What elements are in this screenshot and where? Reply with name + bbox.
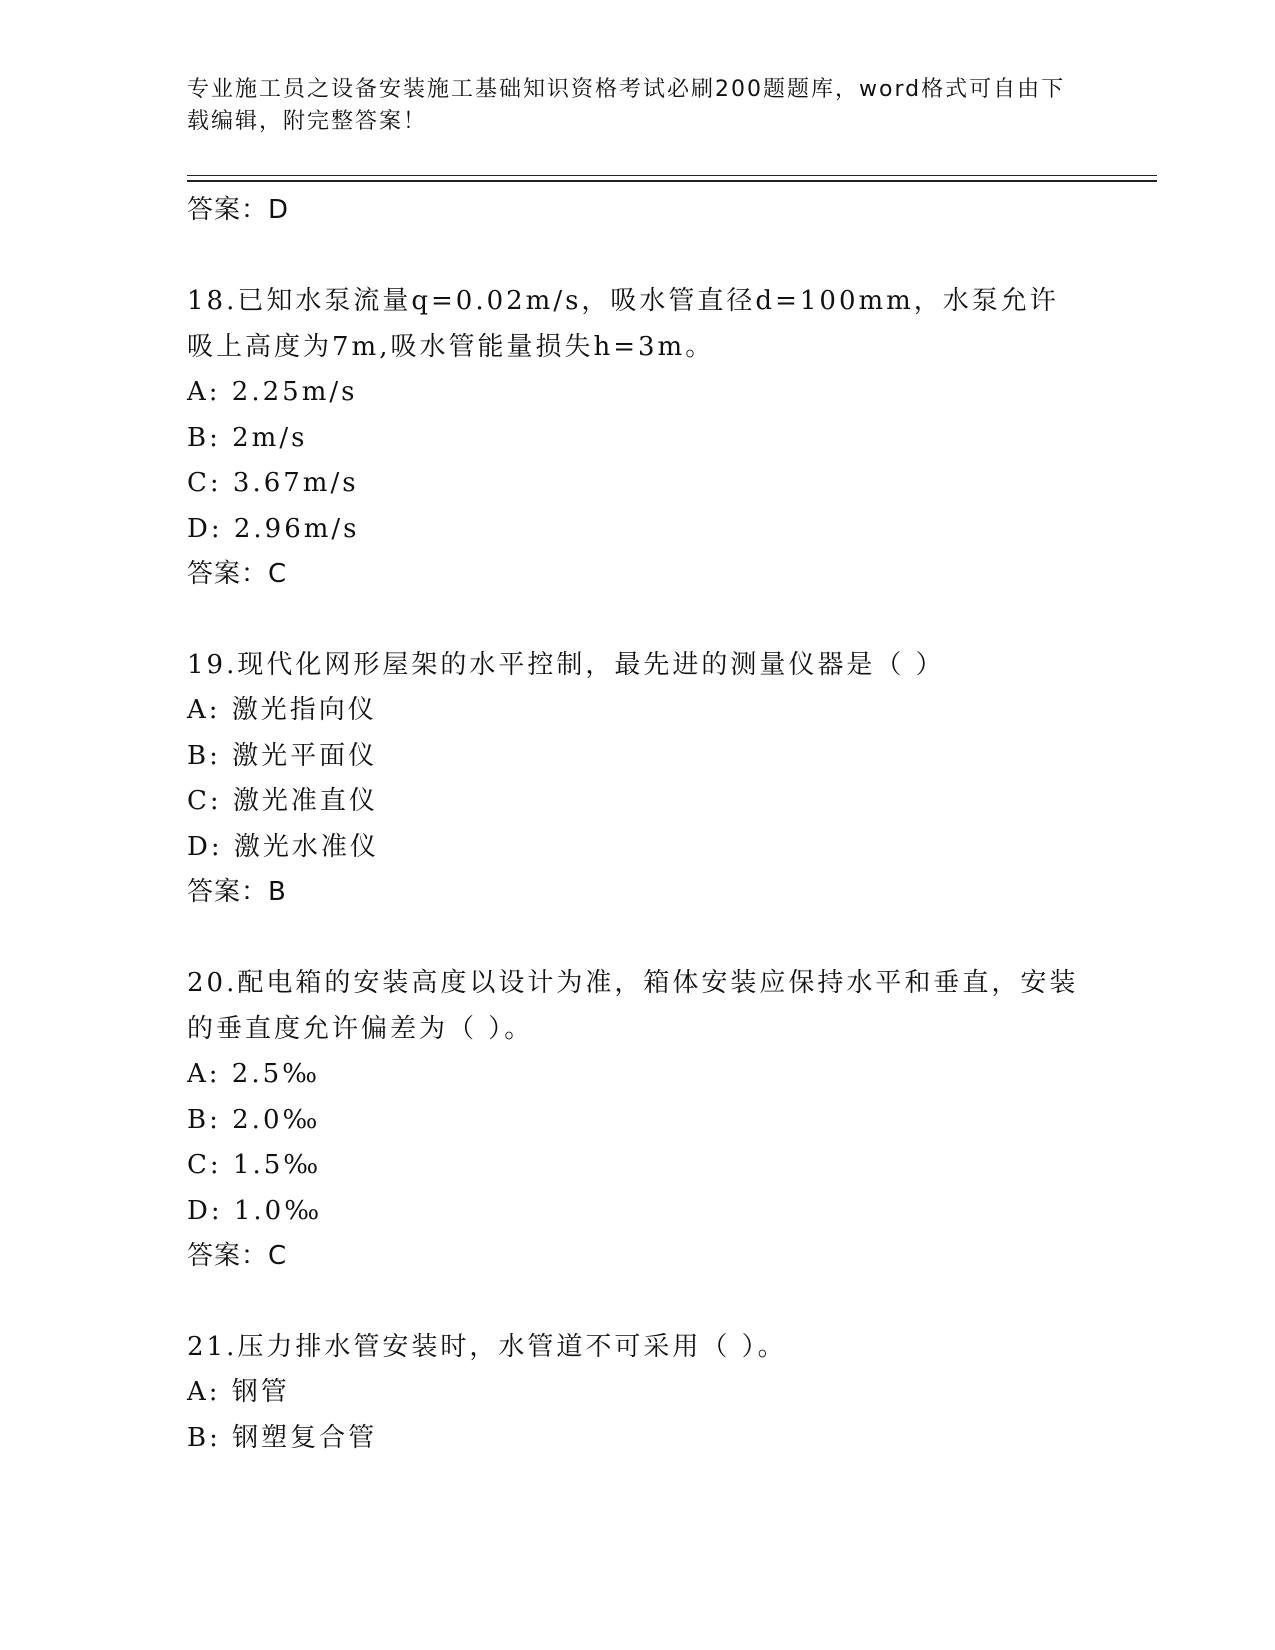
option-b: B: 2m/s bbox=[187, 422, 308, 453]
question-19 bbox=[187, 642, 1087, 914]
question-stem: 21.压力排水管安装时，水管道不可采用（ ）。 bbox=[187, 1332, 787, 1362]
option-a: A: 2.25m/s bbox=[187, 377, 358, 407]
answer-line: 答案：C bbox=[187, 1241, 288, 1271]
header-divider-thin bbox=[187, 175, 1157, 176]
answer-line: 答案：C bbox=[187, 559, 288, 589]
option-d: D: 1.0‰ bbox=[187, 1195, 323, 1226]
answer-line: 答案：D bbox=[187, 195, 290, 225]
question-20 bbox=[187, 960, 1087, 1278]
question-stem: 20.配电箱的安装高度以设计为准，箱体安装应保持水平和垂直，安装的垂直度允许偏差为（ ）。 bbox=[187, 968, 1079, 1044]
option-c: C: 1.5‰ bbox=[187, 1150, 322, 1180]
header-divider-thick bbox=[187, 180, 1157, 182]
option-b: B: 钢塑复合管 bbox=[187, 1422, 378, 1453]
option-b: B: 激光平面仪 bbox=[187, 740, 378, 771]
question-stem: 19.现代化网形屋架的水平控制，最先进的测量仪器是（ ） bbox=[187, 650, 945, 680]
option-d: D: 2.96m/s bbox=[187, 513, 360, 544]
page-header: 专业施工员之设备安装施工基础知识资格考试必刷200题题库，word格式可自由下载编辑，附完整答案！ bbox=[187, 77, 1066, 134]
option-b: B: 2.0‰ bbox=[187, 1104, 321, 1135]
question-stem: 18.已知水泵流量q=0.02m/s，吸水管直径d=100mm，水泵允许吸上高度为7m,吸水管能量损失h=3m。 bbox=[187, 286, 1059, 362]
option-c: C: 3.67m/s bbox=[187, 468, 359, 498]
option-a: A: 2.5‰ bbox=[187, 1059, 321, 1089]
question-18 bbox=[187, 278, 1087, 596]
option-d: D: 激光水准仪 bbox=[187, 831, 379, 862]
option-a: A: 钢管 bbox=[187, 1377, 290, 1407]
option-a: A: 激光指向仪 bbox=[187, 695, 377, 725]
answer-line: 答案：B bbox=[187, 877, 287, 907]
question-list bbox=[187, 188, 1087, 1461]
option-c: C: 激光准直仪 bbox=[187, 786, 378, 816]
question-21 bbox=[187, 1324, 1087, 1461]
